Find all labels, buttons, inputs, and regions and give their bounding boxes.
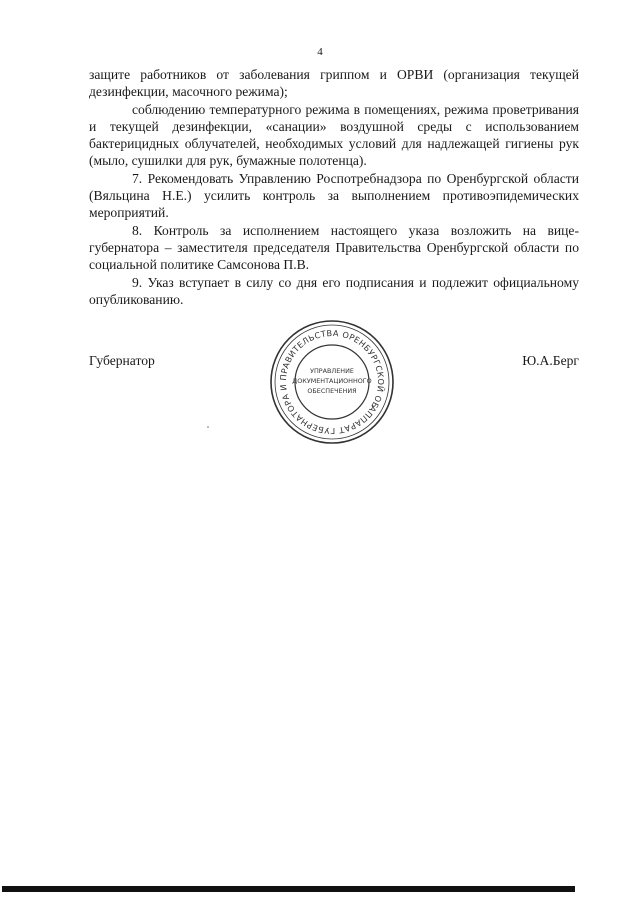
page-number: 4 [317, 46, 323, 58]
document-body [89, 66, 579, 308]
paragraph-3: 7. Рекомендовать Управлению Роспотребнадзора по Оренбургской области (Вяльцина Н.Е.) усилить контроль за выполнением противоэпидемических мероприятий. [89, 170, 579, 221]
scan-edge-bar [2, 886, 575, 892]
scan-artifact [207, 426, 209, 428]
signature-name: Ю.А.Берг [522, 353, 579, 368]
stamp-center-line-2: ДОКУМЕНТАЦИОННОГО [292, 377, 372, 385]
paragraph-4: 8. Контроль за исполнением настоящего указа возложить на вице-губернатора – заместителя председателя Правительства Оренбургской области по социальной политике Самсонова П.В. [89, 222, 579, 273]
paragraph-5: 9. Указ вступает в силу со дня его подписания и подлежит официальному опубликованию. [89, 274, 579, 307]
stamp-center-line-1: УПРАВЛЕНИЕ [310, 367, 354, 375]
stamp-ring-text: АППАРАТ ГУБЕРНАТОРА И ПРАВИТЕЛЬСТВА ОРЕНБУРГСКОЙ ОБ [277, 327, 387, 437]
official-seal-stamp [267, 317, 397, 447]
paragraph-1: защите работников от заболевания гриппом и ОРВИ (организация текущей дезинфекции, масочного режима); [89, 67, 579, 100]
paragraph-2: соблюдению температурного режима в помещениях, режима проветривания и текущей дезинфекции, «санации» воздушной среды с использованием бактерицидных облучателей, необходимых условий для надлежащей гигиены рук (мыло, сушилки для рук, бумажные полотенца). [89, 101, 579, 169]
stamp-center-line-3: ОБЕСПЕЧЕНИЯ [307, 387, 357, 395]
signature-position: Губернатор [89, 353, 155, 368]
